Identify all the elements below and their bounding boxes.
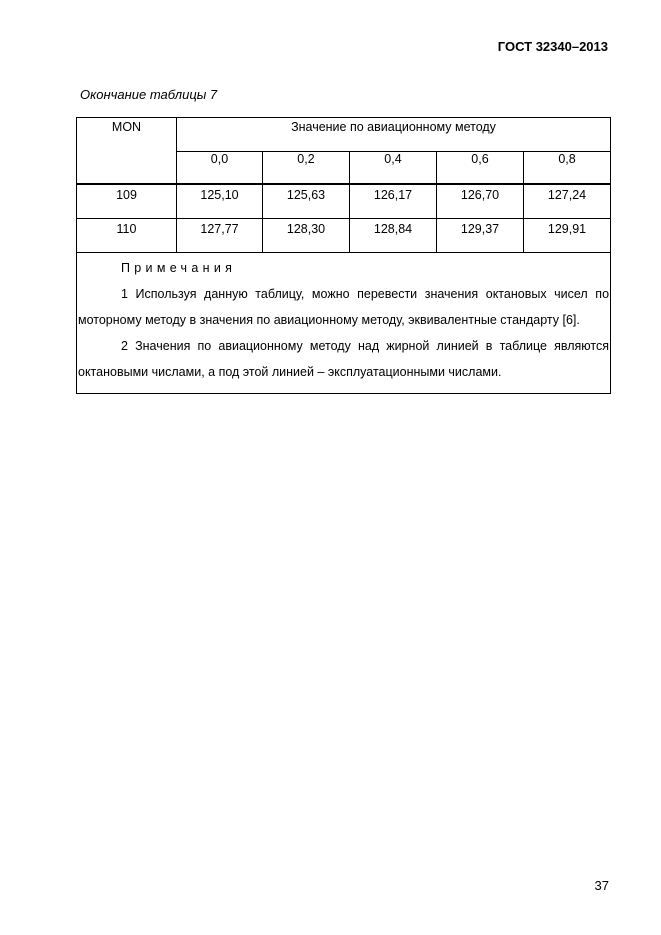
document-code: ГОСТ 32340–2013 <box>497 39 608 54</box>
note-item: 1 Используя данную таблицу, можно перевести значения октановых чисел по моторному методу в значения по авиационному методу, эквивалентные стандарту [6]. <box>78 287 610 327</box>
table-cell: 126,17 <box>350 184 437 219</box>
note-item: 2 Значения по авиационному методу над жирной линией в таблице являются октановыми числами, а под этой линией – эксплуатационными числами. <box>78 339 610 379</box>
table-row <box>77 184 611 219</box>
column-header: 0,0 <box>177 152 263 185</box>
aviation-method-header: Значение по авиационному методу <box>177 118 611 152</box>
mon-value: 110 <box>77 219 177 253</box>
table-cell: 127,24 <box>524 184 611 219</box>
table-header-row <box>77 118 611 152</box>
table-row <box>77 219 611 253</box>
column-header: 0,2 <box>263 152 350 185</box>
notes-title: Примечания <box>121 261 237 275</box>
conversion-table <box>76 117 611 394</box>
table-cell: 129,37 <box>437 219 524 253</box>
table-caption: Окончание таблицы 7 <box>80 87 218 102</box>
notes-row <box>77 253 611 394</box>
notes-cell <box>77 253 611 394</box>
column-header: 0,4 <box>350 152 437 185</box>
table-cell: 129,91 <box>524 219 611 253</box>
mon-header: MON <box>77 118 177 185</box>
page-number: 37 <box>594 878 609 893</box>
table-cell: 128,30 <box>263 219 350 253</box>
table-cell: 125,63 <box>263 184 350 219</box>
column-header: 0,6 <box>437 152 524 185</box>
table-cell: 127,77 <box>177 219 263 253</box>
column-header: 0,8 <box>524 152 611 185</box>
table-cell: 125,10 <box>177 184 263 219</box>
table-cell: 126,70 <box>437 184 524 219</box>
mon-value: 109 <box>77 184 177 219</box>
table-cell: 128,84 <box>350 219 437 253</box>
